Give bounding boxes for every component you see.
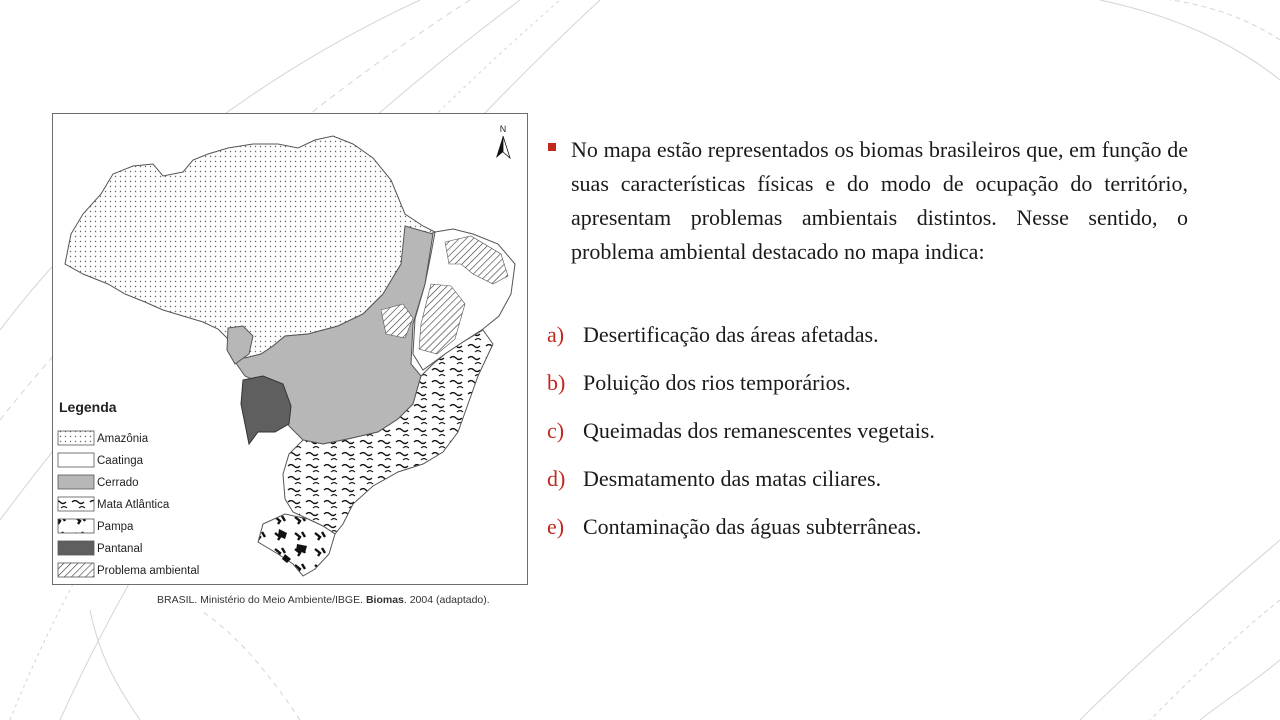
option-letter: c) (547, 418, 565, 443)
question-text: No mapa estão representados os biomas brasileiros que, em função de suas características físicas e do modo de ocupação do território, apresentam problemas ambientais distintos. Nesse sentido, o problema ambiental destacado no mapa indica: (571, 137, 1188, 264)
biome-pantanal (241, 376, 291, 444)
credit-bold: Biomas (365, 594, 404, 606)
option-letter: a) (547, 322, 565, 347)
answer-options (547, 318, 1187, 558)
legend-swatch-problema (58, 563, 94, 577)
option-text: Poluição dos rios temporários. (583, 370, 851, 395)
legend-label-cerrado: Cerrado (97, 477, 139, 489)
option-text: Desertificação das áreas afetadas. (583, 322, 879, 347)
option-b[interactable] (547, 366, 1187, 414)
option-letter: e) (547, 514, 565, 539)
legend-swatch-caatinga (58, 453, 94, 467)
north-label: N (499, 124, 507, 134)
brazil-map-svg (53, 114, 526, 583)
legend-title: Legenda (59, 399, 117, 415)
credit-suffix: . 2004 (adaptado). (403, 594, 490, 606)
option-text: Queimadas dos remanescentes vegetais. (583, 418, 935, 443)
legend-label-amazonia: Amazônia (97, 433, 149, 445)
option-text: Desmatamento das matas ciliares. (583, 466, 882, 491)
north-arrow-icon (496, 136, 503, 158)
option-e[interactable] (547, 510, 1187, 558)
map-credit (157, 594, 537, 606)
legend-swatch-mata-atlantica (58, 497, 94, 511)
legend-label-pantanal: Pantanal (97, 543, 143, 555)
legend-swatch-cerrado (58, 475, 94, 489)
option-text: Contaminação das águas subterrâneas. (583, 514, 922, 539)
legend-label-mata-atlantica: Mata Atlântica (97, 499, 170, 511)
option-c[interactable] (547, 414, 1187, 462)
credit-prefix: BRASIL. Ministério do Meio Ambiente/IBGE. (157, 594, 366, 606)
legend-label-pampa: Pampa (97, 521, 134, 533)
map-legend (58, 399, 199, 577)
legend-label-problema: Problema ambiental (97, 565, 200, 577)
biomes-map (52, 113, 528, 585)
option-letter: d) (547, 466, 566, 491)
legend-label-caatinga: Caatinga (97, 455, 144, 467)
legend-swatch-pampa (58, 519, 94, 533)
bullet-square-icon (548, 143, 556, 151)
option-letter: b) (547, 370, 566, 395)
legend-swatch-pantanal (58, 541, 94, 555)
legend-swatch-amazonia (58, 431, 94, 445)
option-a[interactable] (547, 318, 1187, 366)
option-d[interactable] (547, 462, 1187, 510)
